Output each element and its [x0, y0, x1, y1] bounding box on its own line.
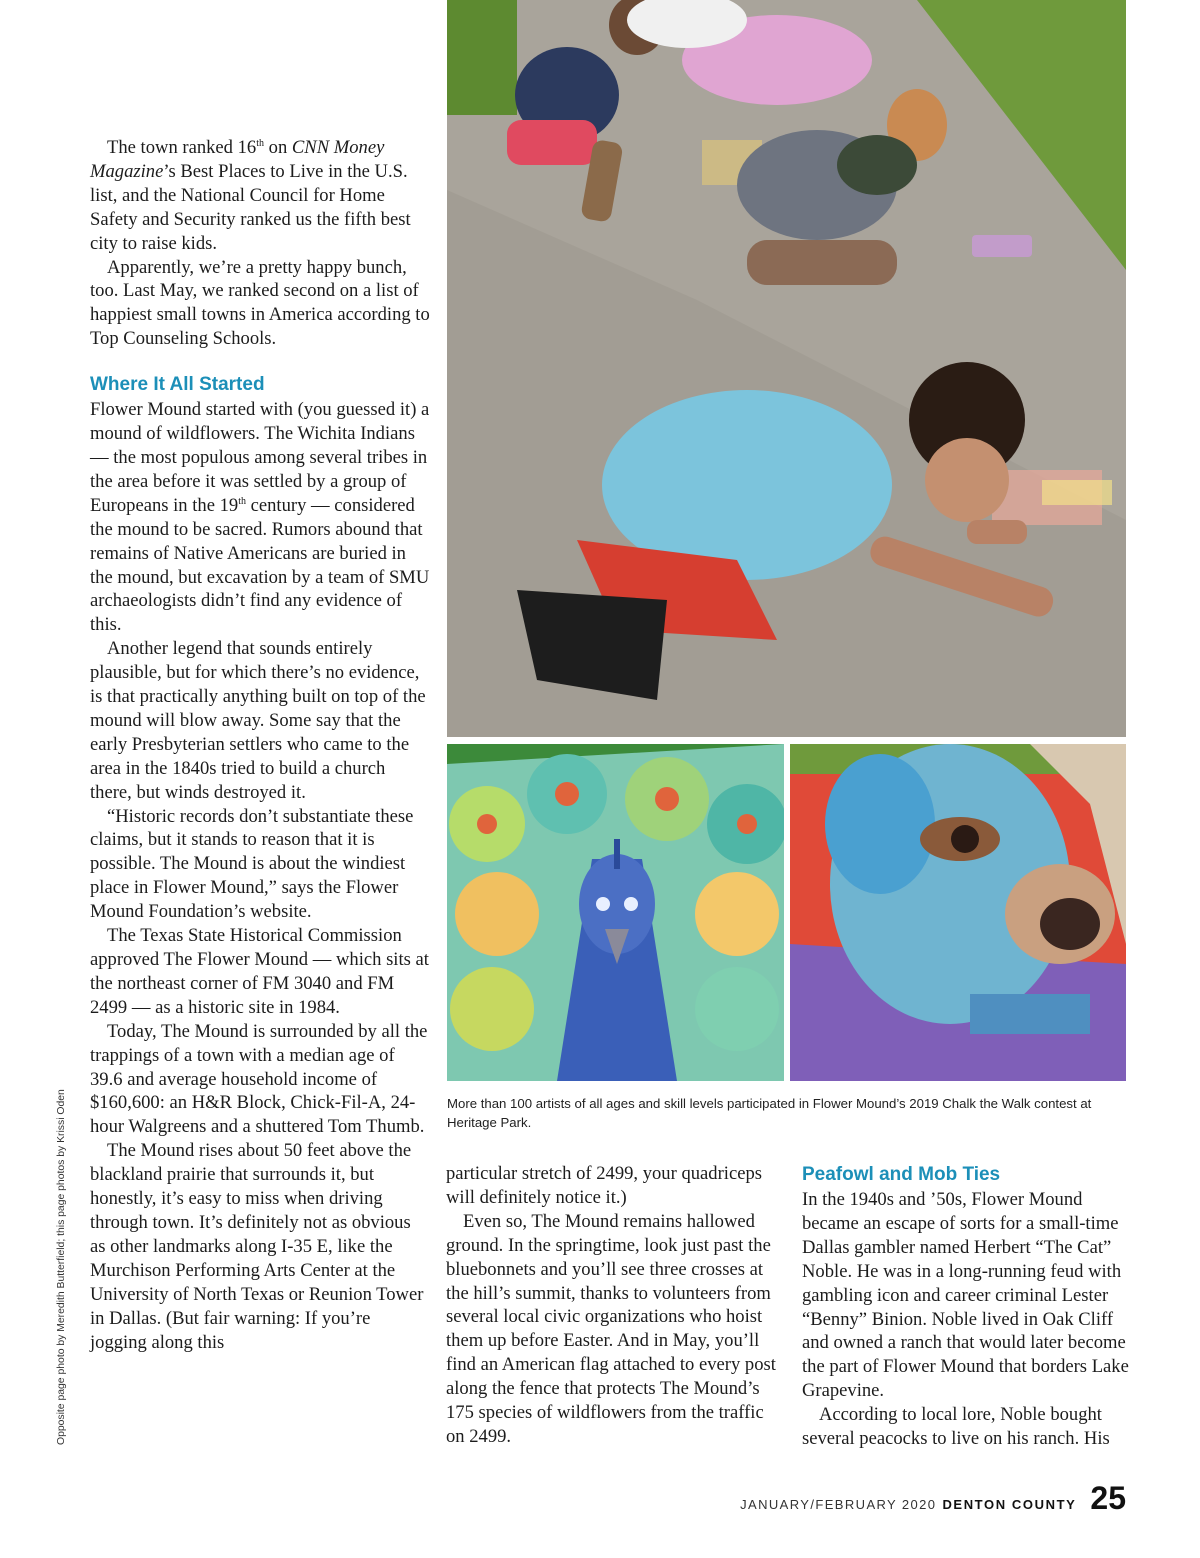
superscript: th — [256, 137, 265, 149]
paragraph: particular stretch of 2499, your quadriceps will definitely notice it.) — [446, 1163, 762, 1208]
magazine-name: DENTON COUNTY — [942, 1497, 1077, 1512]
text-run: Flower Mound started with (you guessed it) a mound of wildflowers. The Wichita Indians — the most populous among several tribes in the area before it was settled by a group of Europeans in the 19 — [90, 399, 430, 516]
page-footer — [740, 1480, 1126, 1517]
publication-title: CNN Money Magazine — [90, 137, 385, 182]
left-column — [90, 136, 430, 1354]
photo-caption: More than 100 artists of all ages and skill levels participated in Flower Mound’s 2019 Chalk the Walk contest at Heritage Park. — [447, 1096, 1092, 1130]
page-number: 25 — [1090, 1480, 1126, 1516]
middle-column — [446, 1162, 776, 1449]
photo-dog-chalk-art — [790, 744, 1126, 1081]
paragraph: The Texas State Historical Commission approved The Flower Mound — which sits at the northeast corner of FM 3040 and FM 2499 — as a historic site in 1984. — [90, 925, 429, 1018]
paragraph — [90, 136, 430, 256]
paragraph: In the 1940s and ’50s, Flower Mound became an escape of sorts for a small-time Dallas gambler named Herbert “The Cat” Noble. He was in a long-running feud with gambling icon and career criminal Lester “Benny” Binion. Noble lived in Oak Cliff and owned a ranch that would later become the part of Flower Mound that borders Lake Grapevine. — [802, 1189, 1129, 1402]
text-run: century — considered the mound to be sacred. Rumors abound that remains of Native Americans are buried in the mound, but excavation by a team of SMU archaeologists didn’t find any evidence of this. — [90, 494, 430, 636]
superscript: th — [238, 495, 246, 507]
text-run: on — [264, 137, 292, 158]
right-column — [802, 1162, 1132, 1451]
photo-children-chalk-drawing — [447, 0, 1126, 737]
photo-peacock-chalk-art — [447, 744, 784, 1081]
issue-date: JANUARY/FEBRUARY 2020 — [740, 1497, 937, 1512]
section-heading: Peafowl and Mob Ties — [802, 1164, 1001, 1185]
paragraph: “Historic records don’t substantiate these claims, but it stands to reason that it is possible. The Mound is about the windiest place in Flower Mound,” says the Flower Mound Foundation’s website. — [90, 805, 414, 923]
paragraph: Even so, The Mound remains hallowed ground. In the springtime, look just past the bluebonnets and you’ll see three crosses at the hill’s summit, thanks to volunteers from several local civic organizations who hoist them up before Easter. And in May, you’ll find an American flag attached to every post along the fence that protects The Mound’s 175 species of wildflowers from the traffic on 2499. — [446, 1210, 776, 1447]
section-heading: Where It All Started — [90, 374, 265, 396]
paragraph: Apparently, we’re a pretty happy bunch, too. Last May, we ranked second on a list of happiest small towns in America according to Top Counseling Schools. — [90, 256, 430, 350]
paragraph: Another legend that sounds entirely plausible, but for which there’s no evidence, is that practically anything built on top of the mound will blow away. Some say that the early Presbyterian settlers who came to the area in the 1840s tried to build a church there, but winds destroyed it. — [90, 638, 426, 803]
text-run: The town ranked 16 — [107, 137, 257, 158]
text-run: ’s Best Places to Live in the U.S. list, and the National Council for Home Safety and Security ranked us the fifth best city to raise kids. — [90, 160, 411, 254]
paragraph: The Mound rises about 50 feet above the blackland prairie that surrounds it, but honestly, it’s easy to miss when driving through town. It’s definitely not as obvious as other landmarks along I-35 E, like the Murchison Performing Arts Center at the University of North Texas or Reunion Tower in Dallas. (But fair warning: If you’re jogging along this — [90, 1140, 424, 1353]
paragraph: According to local lore, Noble bought several peacocks to live on his ranch. His — [802, 1404, 1110, 1450]
paragraph: Today, The Mound is surrounded by all the trappings of a town with a median age of 39.6 and average household income of $160,600: an H&R Block, Chick-Fil-A, 24-hour Walgreens and a shuttered Tom Thumb. — [90, 1020, 428, 1138]
paragraph — [90, 398, 430, 637]
photo-credit: Opposite page photo by Meredith Butterfield; this page photos by Krissi Oden — [56, 1089, 67, 1445]
